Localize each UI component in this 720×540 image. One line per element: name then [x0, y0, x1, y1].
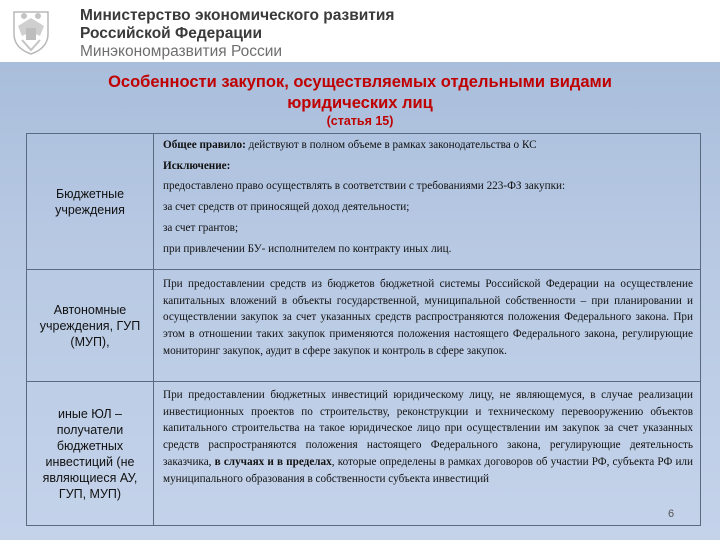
- content-line: за счет средств от приносящей доход деятельности;: [163, 201, 410, 214]
- features-table: [26, 133, 701, 526]
- row-label: Бюджетные учреждения: [27, 134, 154, 269]
- general-rule-line: [163, 135, 693, 156]
- ministry-line-3: Минэкономразвития России: [80, 43, 283, 60]
- exception-label: Исключение:: [163, 159, 231, 172]
- row-content: [163, 270, 693, 387]
- general-rule-text: действуют в полном объеме в рамках законодательства о КС: [245, 139, 537, 151]
- coat-of-arms-icon: [8, 4, 54, 56]
- ministry-line-1: Министерство экономического развития: [80, 7, 395, 24]
- slide-subtitle: (статья 15): [326, 114, 394, 128]
- content-line: за счет грантов;: [163, 221, 239, 234]
- page-number: 6: [668, 508, 675, 520]
- row-label: Автономные учреждения, ГУП (МУП),: [27, 270, 154, 381]
- ministry-line-2: Российской Федерации: [80, 25, 262, 42]
- table-row: [27, 134, 700, 270]
- header: [0, 0, 720, 62]
- row-content: [163, 382, 693, 530]
- content-paragraph: При предоставлении средств из бюджетов бюджетной системы Российской Федерации на осуществление капитальных вложений в объекты государственной, муниципальной собственности – при планировании и осуществлении закупок за счет указанных средств распространяются положения Федерального закона. При этом в отношении таких закупок применяются положения настоящего Федерального закона, регулирующие мониторинг закупок, аудит в сфере закупок и контроль в сфере закупок.: [163, 278, 693, 357]
- content-paragraph: При предоставлении бюджетных инвестиций юридическому лицу, не являющемуся, в случае реализации инвестиционных проектов по строительству, реконструкции и техническому перевооружению объектов капитального строительства на такое юридическое лицо при осуществлении им закупок за счет указанных средств распространяются положения настоящего Федерального закона, регулирующие деятельность заказчика, в случаях и в пределах, которые определены в рамках договоров об участии РФ, субъекта РФ или муниципального образования в собственности субъекта инвестиций: [163, 389, 694, 485]
- table-row: [27, 270, 700, 382]
- content-line: при привлечении БУ- исполнителем по контракту иных лиц.: [163, 242, 452, 255]
- ministry-name: [80, 7, 394, 61]
- content-line: предоставлено право осуществлять в соответствии с требованиями 223-ФЗ закупки:: [163, 180, 566, 193]
- general-rule-label: Общее правило:: [163, 139, 246, 151]
- table-row: [27, 382, 700, 525]
- slide-title: Особенности закупок, осуществляемых отдельными видами юридических лиц: [108, 73, 612, 112]
- row-content: [163, 134, 693, 270]
- row-label: иные ЮЛ – получатели бюджетных инвестиций (не являющиеся АУ, ГУП, МУП): [27, 382, 154, 525]
